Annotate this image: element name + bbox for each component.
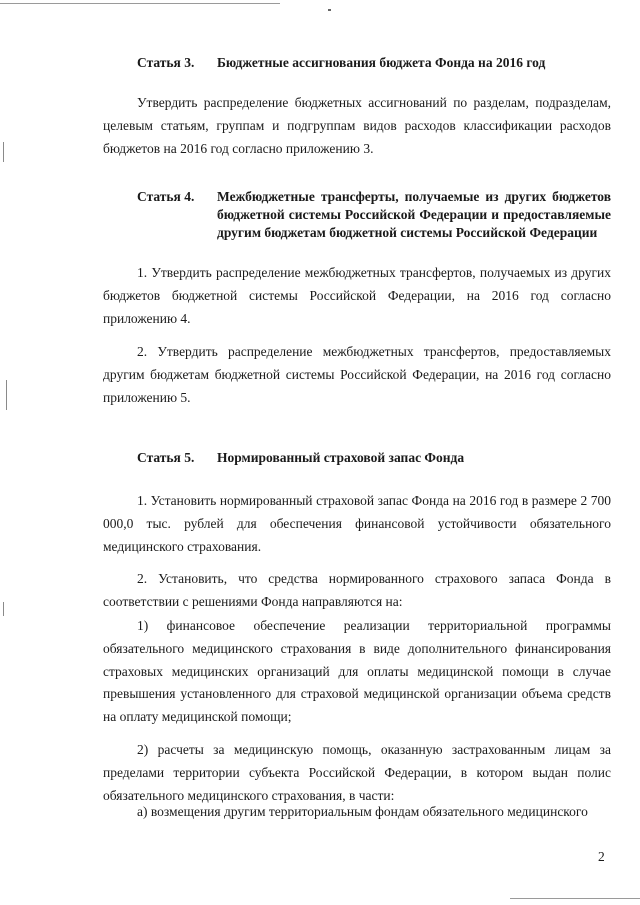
article-3-paragraph: Утвердить распределение бюджетных ассигнований по разделам, подразделам, целевым статьям, группам и подгруппам видов расходов классификации расходов бюджетов на 2016 год согласно приложению 3. — [103, 95, 611, 156]
article-5-paragraph-2: 2. Установить, что средства нормированного страхового запаса Фонда в соответствии с решениями Фонда направляются на: — [103, 571, 611, 609]
page-number: 2 — [598, 849, 605, 864]
article-4-title: Межбюджетные трансферты, получаемые из других бюджетов бюджетной системы Российской Федерации и предоставляемые другим бюджетам бюджетной системы Российской Федерации — [217, 189, 611, 240]
article-4-label: Статья 4. — [137, 189, 195, 204]
article-4-paragraph-2: 2. Утвердить распределение межбюджетных трансфертов, предоставляемых другим бюджетам бюджетной системы Российской Федерации, на 2016 год согласно приложению 5. — [103, 344, 611, 405]
scan-margin-mark — [6, 380, 7, 410]
article-5-paragraph-1: 1. Установить нормированный страховой запас Фонда на 2016 год в размере 2 700 000,0 тыс. рублей для обеспечения финансовой устойчивости обязательного медицинского страхования. — [103, 493, 611, 554]
scan-margin-mark — [3, 142, 4, 162]
article-5-subitem-2: 2) расчеты за медицинскую помощь, оказанную застрахованным лицам за пределами территории субъекта Российской Федерации, в котором выдан полис обязательного медицинского страхования, в части: — [103, 742, 611, 803]
article-4-paragraph-1: 1. Утвердить распределение межбюджетных трансфертов, получаемых из других бюджетов бюджетной системы Российской Федерации, на 2016 год согласно приложению 4. — [103, 265, 611, 326]
article-5-subitem-1: 1) финансовое обеспечение реализации территориальной программы обязательного медицинского страхования в виде дополнительного финансирования страховых медицинских организаций для оплаты медицинской помощи в случае превышения установленного для страховой медицинской организации объема средств на оплату медицинской помощи; — [103, 618, 611, 725]
article-3-label: Статья 3. — [137, 55, 195, 70]
article-5-label: Статья 5. — [137, 450, 195, 465]
article-5-subitem-a: а) возмещения другим территориальным фондам обязательного медицинского — [137, 804, 588, 819]
scan-artifact-speck — [328, 9, 331, 11]
scan-artifact-bottom-line — [510, 898, 640, 899]
article-3-title: Бюджетные ассигнования бюджета Фонда на 2016 год — [217, 55, 546, 70]
article-5-title: Нормированный страховой запас Фонда — [217, 450, 465, 465]
scan-artifact-top-line — [0, 3, 280, 4]
scan-margin-mark — [3, 602, 4, 616]
